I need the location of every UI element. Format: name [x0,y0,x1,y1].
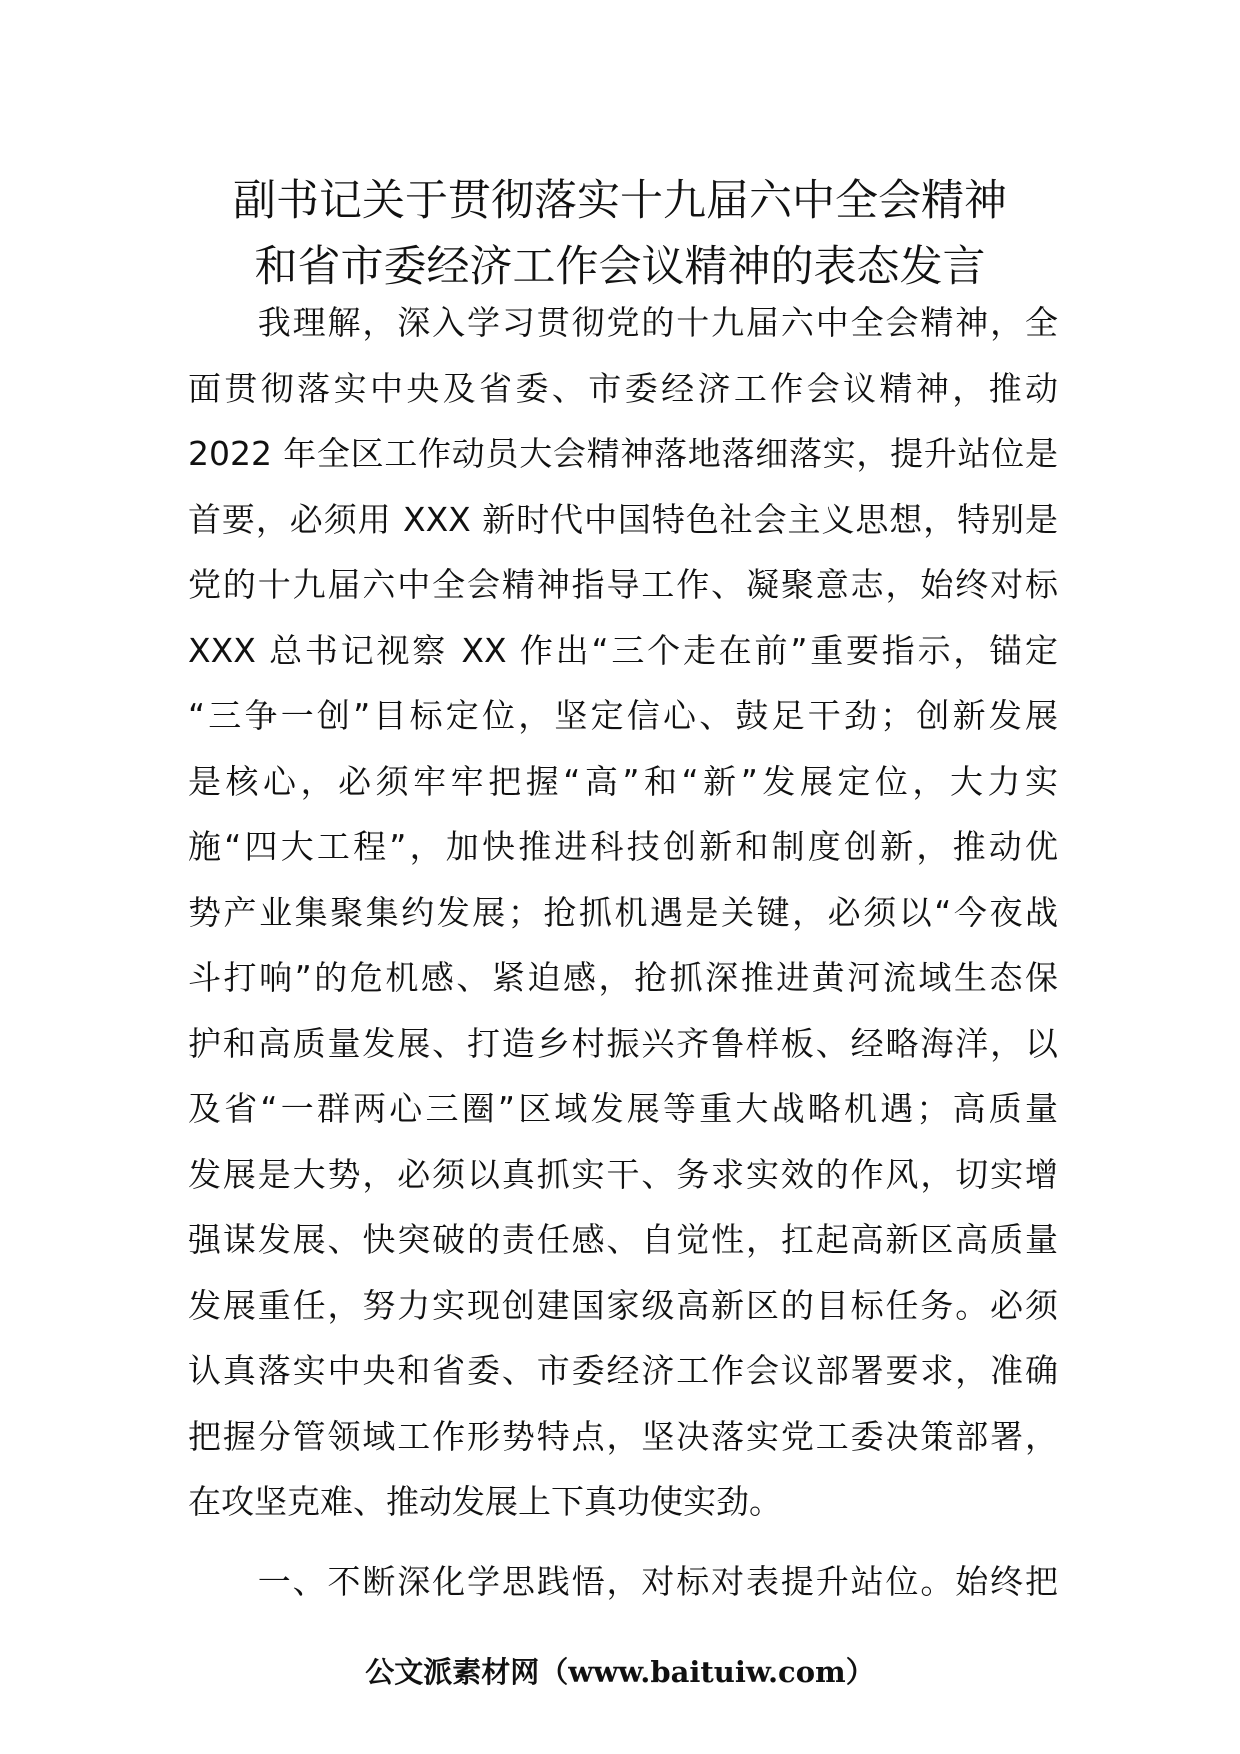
body-line: 施“四大工程”，加快推进科技创新和制度创新，推动优 [188,827,1058,866]
body-line: 在攻坚克难、推动发展上下真功使实劲。 [188,1482,782,1521]
body-line: XXX 总书记视察 XX 作出“三个走在前”重要指示，锚定 [188,630,1058,670]
body-line: “三争一创”目标定位，坚定信心、鼓足干劲；创新发展 [188,696,1058,735]
body-line: 首要，必须用 XXX 新时代中国特色社会主义思想，特别是 [188,499,1058,539]
body-line: 及省“一群两心三圈”区域发展等重大战略机遇；高质量 [188,1089,1058,1128]
footer-watermark: 公文派素材网（www.baituiw.com） [365,1655,875,1689]
body-line: 势产业集聚集约发展；抢抓机遇是关键，必须以“今夜战 [188,892,1058,932]
body-line: 发展是大势，必须以真抓实干、务求实效的作风，切实增 [188,1154,1058,1194]
body-line: 我理解，深入学习贯彻党的十九届六中全会精神，全 [188,303,1058,342]
body-line: 认真落实中央和省委、市委经济工作会议部署要求，准确 [188,1351,1058,1390]
document-title [150,168,1090,300]
body-line: 护和高质量发展、打造乡村振兴齐鲁样板、经略海洋，以 [188,1023,1058,1063]
body-line: 2022 年全区工作动员大会精神落地落细落实，提升站位是 [188,434,1058,473]
body-line: 党的十九届六中全会精神指导工作、凝聚意志，始终对标 [188,565,1058,604]
body-line: 发展重任，努力实现创建国家级高新区的目标任务。必须 [188,1285,1058,1325]
body-line: 斗打响”的危机感、紧迫感，抢抓深推进黄河流域生态保 [188,958,1058,997]
body-line: 面贯彻落实中央及省委、市委经济工作会议精神，推动 [188,368,1058,408]
body-line: 强谋发展、快突破的责任感、自觉性，扛起高新区高质量 [188,1220,1058,1259]
section-heading: 一、不断深化学思践悟，对标对表提升站位。始终把 [188,1562,1058,1601]
title-line-2: 和省市委经济工作会议精神的表态发言 [254,242,986,292]
body-line: 把握分管领域工作形势特点，坚决落实党工委决策部署， [188,1416,1058,1456]
body-line: 是核心，必须牢牢把握“高”和“新”发展定位，大力实 [188,761,1058,801]
title-line-1: 副书记关于贯彻落实十九届六中全会精神 [233,176,1007,226]
document-body [188,290,1058,1535]
